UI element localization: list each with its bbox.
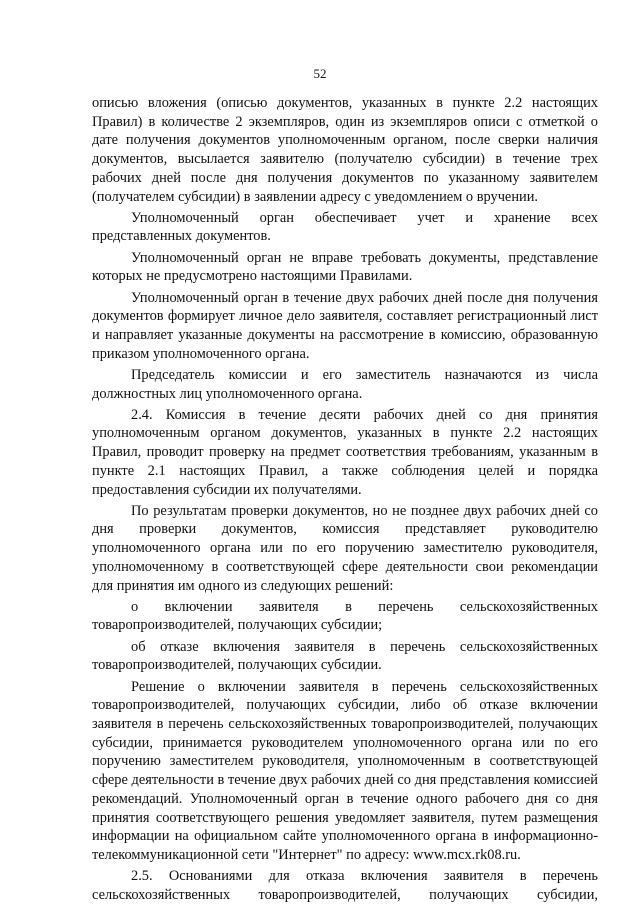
paragraph-continuation: описью вложения (описью документов, указанных в пункте 2.2 настоящих Правил) в количестве 2 экземпляров, один из экземпляров описи с отметкой о дате получения документов уполномоченным органом, после сверки наличия документов, высылается заявителю (получателю субсидии) в течение трех рабочих дней после дня получения документов по указанному заявителем (получателем субсидии) в заявлении адресу с уведомлением о вручении. xyxy=(92,95,598,205)
list-item-refusal: об отказе включения заявителя в перечень сельскохозяйственных товаропроизводителей, получающих субсидии. xyxy=(92,638,598,674)
paragraph-personal-file: Уполномоченный орган в течение двух рабочих дней после дня получения документов формирует личное дело заявителя, составляет регистрационный лист и направляет указанные документы на рассмотрение в комиссию, образованную приказом уполномоченного органа. xyxy=(92,289,598,362)
page-number: 52 xyxy=(313,66,327,81)
paragraph-no-extra-documents: Уполномоченный орган не вправе требовать документы, представление которых не предусмотрено настоящими Правилами. xyxy=(92,249,598,285)
document-body xyxy=(92,94,598,905)
paragraph-verification-results: По результатам проверки документов, но не позднее двух рабочих дней со дня проверки документов, комиссия представляет руководителю уполномоченного органа или по его поручению заместителю руководителя, уполномоченному в соответствующей сфере деятельности свои рекомендации для принятия им одного из следующих решений: xyxy=(92,502,598,594)
paragraph-clause-2-4: 2.4. Комиссия в течение десяти рабочих дней со дня принятия уполномоченным органом документов, указанных в пункте 2.2 настоящих Правил, проводит проверку на предмет соответствия требованиям, указанным в пункте 2.1 настоящих Правил, а также соблюдения целей и порядка предоставления субсидии их получателями. xyxy=(92,406,598,498)
paragraph-clause-2-5: 2.5. Основаниями для отказа включения заявителя в перечень сельскохозяйственных товаропроизводителей, получающих субсидии, xyxy=(92,868,598,903)
list-item-inclusion: о включении заявителя в перечень сельскохозяйственных товаропроизводителей, получающих субсидии; xyxy=(92,598,598,634)
paragraph-commission-chair: Председатель комиссии и его заместитель назначаются из числа должностных лиц уполномоченного органа. xyxy=(92,366,598,402)
paragraph-decision: Решение о включении заявителя в перечень сельскохозяйственных товаропроизводителей, получающих субсидии, либо об отказе включении заявителя в перечень сельскохозяйственных товаропроизводителей, получающих субсидии, принимается руководителем уполномоченного органа или по его поручению заместителем руководителя, уполномоченным в соответствующей сфере деятельности в течение двух рабочих дней со дня представления комиссией рекомендаций. Уполномоченный орган в течение одного рабочего дня со дня принятия соответствующего решения уведомляет заявителя, путем размещения информации на официальном сайте уполномоченного органа в информационно-телекоммуникационной сети "Интернет" по адресу: www.mcx.rk08.ru. xyxy=(92,678,598,863)
paragraph-document-storage: Уполномоченный орган обеспечивает учет и хранение всех представленных документов. xyxy=(92,209,598,245)
